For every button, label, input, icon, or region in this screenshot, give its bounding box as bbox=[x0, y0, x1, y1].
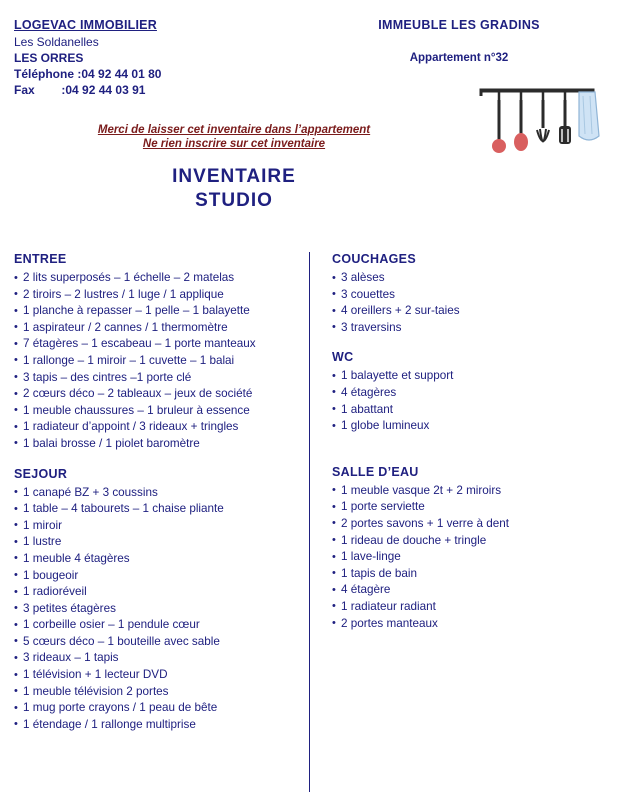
list-item: • 2 portes savons + 1 verre à dent bbox=[332, 516, 607, 533]
list-item: • 1 porte serviette bbox=[332, 499, 607, 516]
page-subtitle: STUDIO bbox=[195, 190, 273, 211]
section-item-list bbox=[14, 485, 299, 734]
title-block bbox=[14, 166, 454, 212]
list-item: • 2 tiroirs – 2 lustres / 1 luge / 1 applique bbox=[14, 287, 299, 304]
list-item: • 1 mug porte crayons / 1 peau de bête bbox=[14, 700, 299, 717]
list-item: • 1 abattant bbox=[332, 402, 607, 419]
phone-value: 04 92 44 01 80 bbox=[81, 67, 162, 81]
section-item-list bbox=[332, 368, 607, 434]
inventory-columns bbox=[14, 252, 607, 792]
section-title: WC bbox=[332, 350, 354, 365]
section-item-list bbox=[332, 483, 607, 632]
page-title: INVENTAIRE bbox=[172, 166, 296, 187]
list-item: • 2 portes manteaux bbox=[332, 616, 607, 633]
list-item: • 1 balayette et support bbox=[332, 368, 607, 385]
list-item: • 4 étagère bbox=[332, 582, 607, 599]
section-sejour bbox=[14, 467, 299, 734]
agency-address-line-1: Les Soldanelles bbox=[14, 35, 99, 49]
left-column bbox=[14, 252, 310, 792]
right-column bbox=[310, 252, 607, 792]
agency-name: LOGEVAC IMMOBILIER bbox=[14, 18, 157, 32]
list-item: • 1 meuble télévision 2 portes bbox=[14, 684, 299, 701]
kitchen-utensils-icon bbox=[475, 82, 605, 172]
list-item: • 1 meuble 4 étagères bbox=[14, 551, 299, 568]
list-item: • 3 tapis – des cintres –1 porte clé bbox=[14, 370, 299, 387]
list-item: • 1 rideau de douche + tringle bbox=[332, 533, 607, 550]
section-salle-d-eau bbox=[332, 465, 607, 632]
fax-label: Fax : bbox=[14, 83, 66, 97]
agency-fax-row bbox=[14, 83, 314, 97]
list-item: • 1 canapé BZ + 3 coussins bbox=[14, 485, 299, 502]
list-item: • 7 étagères – 1 escabeau – 1 porte manteaux bbox=[14, 336, 299, 353]
notice-line-1: Merci de laisser cet inventaire dans l’appartement bbox=[97, 124, 371, 136]
fax-value: 04 92 44 03 91 bbox=[65, 83, 146, 97]
section-title: ENTREE bbox=[14, 252, 67, 266]
section-item-list bbox=[14, 270, 299, 453]
list-item: • 3 alèses bbox=[332, 270, 607, 287]
building-block bbox=[314, 18, 604, 64]
list-item: • 1 lustre bbox=[14, 534, 299, 551]
list-item: • 1 bougeoir bbox=[14, 568, 299, 585]
list-item: • 1 miroir bbox=[14, 518, 299, 535]
section-title: COUCHAGES bbox=[332, 252, 416, 266]
list-item: • 2 cœurs déco – 2 tableaux – jeux de société bbox=[14, 386, 299, 403]
list-item: • 1 radiateur d’appoint / 3 rideaux + tringles bbox=[14, 419, 299, 436]
list-item: • 2 lits superposés – 1 échelle – 2 matelas bbox=[14, 270, 299, 287]
section-entree bbox=[14, 252, 299, 453]
agency-address-line-2: LES ORRES bbox=[14, 51, 84, 65]
section-title: SALLE D’EAU bbox=[332, 464, 419, 479]
list-item: • 3 rideaux – 1 tapis bbox=[14, 650, 299, 667]
list-item: • 1 balai brosse / 1 piolet baromètre bbox=[14, 436, 299, 453]
list-item: • 1 radiateur radiant bbox=[332, 599, 607, 616]
phone-label: Téléphone : bbox=[14, 67, 82, 81]
list-item: • 3 couettes bbox=[332, 287, 607, 304]
list-item: • 1 rallonge – 1 miroir – 1 cuvette – 1 balai bbox=[14, 353, 299, 370]
list-item: • 5 cœurs déco – 1 bouteille avec sable bbox=[14, 634, 299, 651]
agency-block bbox=[14, 18, 314, 99]
section-wc bbox=[332, 350, 607, 434]
list-item: • 1 tapis de bain bbox=[332, 566, 607, 583]
list-item: • 4 étagères bbox=[332, 385, 607, 402]
list-item: • 3 petites étagères bbox=[14, 601, 299, 618]
section-item-list bbox=[332, 270, 607, 336]
list-item: • 1 corbeille osier – 1 pendule cœur bbox=[14, 617, 299, 634]
apartment-number: Appartement n°32 bbox=[409, 52, 509, 64]
list-item: • 3 traversins bbox=[332, 320, 607, 337]
list-item: • 1 aspirateur / 2 cannes / 1 thermomètre bbox=[14, 320, 299, 337]
list-item: • 1 globe lumineux bbox=[332, 418, 607, 435]
notice-block bbox=[14, 124, 454, 150]
section-couchages bbox=[332, 252, 607, 336]
list-item: • 4 oreillers + 2 sur-taies bbox=[332, 303, 607, 320]
list-item: • 1 meuble chaussures – 1 bruleur à essence bbox=[14, 403, 299, 420]
list-item: • 1 planche à repasser – 1 pelle – 1 balayette bbox=[14, 303, 299, 320]
list-item: • 1 radioréveil bbox=[14, 584, 299, 601]
section-title: SEJOUR bbox=[14, 466, 68, 481]
list-item: • 1 lave-linge bbox=[332, 549, 607, 566]
list-item: • 1 meuble vasque 2t + 2 miroirs bbox=[332, 483, 607, 500]
agency-phone-row bbox=[14, 67, 314, 81]
notice-line-2: Ne rien inscrire sur cet inventaire bbox=[142, 138, 326, 150]
list-item: • 1 télévision + 1 lecteur DVD bbox=[14, 667, 299, 684]
list-item: • 1 table – 4 tabourets – 1 chaise pliante bbox=[14, 501, 299, 518]
building-name: IMMEUBLE LES GRADINS bbox=[378, 18, 540, 32]
list-item: • 1 étendage / 1 rallonge multiprise bbox=[14, 717, 299, 734]
